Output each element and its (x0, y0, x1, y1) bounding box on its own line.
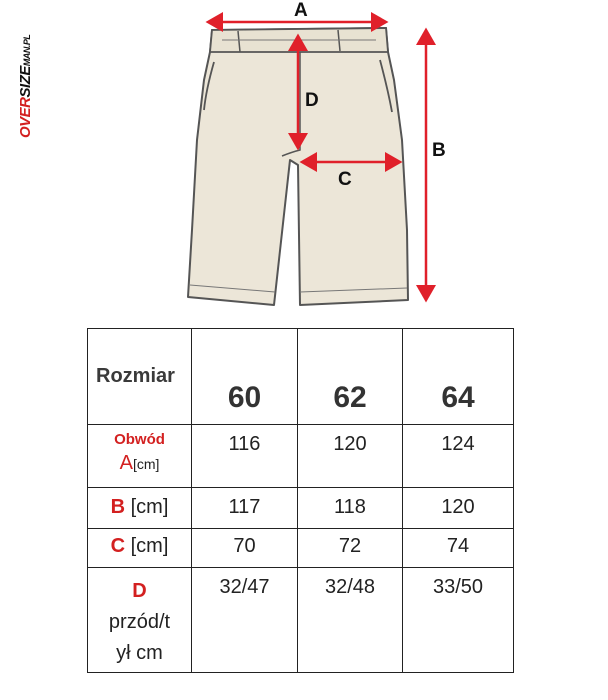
brand-logo-text: OVERSIZEMAN.PL (17, 34, 34, 138)
label-c: C (338, 169, 352, 190)
row-label-cell (88, 529, 192, 568)
row-label-top: Obwód (114, 431, 165, 448)
table-cell: 124 (403, 425, 514, 488)
header-label-cell (88, 329, 192, 425)
size-header-label: Rozmiar (96, 365, 175, 387)
table-cell: 74 (403, 529, 514, 568)
size-cell (403, 329, 514, 425)
label-a: A (294, 0, 308, 21)
table-cell: 120 (403, 488, 514, 529)
shorts-diagram (0, 0, 608, 320)
row-label-unit: [cm] (132, 456, 160, 472)
size-value: 60 (227, 381, 262, 414)
table-cell: 117 (192, 488, 298, 529)
table-cell: 116 (192, 425, 298, 488)
table-row (88, 529, 514, 568)
row-label-line: ył cm (116, 642, 163, 664)
row-label-letter: B (110, 496, 126, 518)
label-b: B (432, 140, 446, 161)
row-label-letter: D (132, 580, 147, 602)
row-label-unit: [cm] (130, 496, 169, 518)
table-cell: 32/47 (192, 568, 298, 673)
size-value: 62 (333, 381, 367, 414)
row-label-letter: A (119, 452, 133, 474)
size-cell (298, 329, 403, 425)
size-value: 64 (441, 381, 475, 414)
table-row (88, 425, 514, 488)
row-label-cell (88, 425, 192, 488)
table-cell: 32/48 (298, 568, 403, 673)
table-cell: 33/50 (403, 568, 514, 673)
table-row (88, 488, 514, 529)
table-cell: 120 (298, 425, 403, 488)
size-cell (192, 329, 298, 425)
table-cell: 72 (298, 529, 403, 568)
table-row (88, 568, 514, 673)
table-cell: 70 (192, 529, 298, 568)
row-label-unit: [cm] (130, 535, 169, 557)
size-table (87, 328, 514, 673)
row-label-cell (88, 488, 192, 529)
row-label-cell (88, 568, 192, 673)
row-label-line: przód/t (108, 611, 171, 633)
row-label-letter: C (110, 535, 126, 557)
table-header-row (88, 329, 514, 425)
label-d: D (305, 90, 319, 111)
table-cell: 118 (298, 488, 403, 529)
